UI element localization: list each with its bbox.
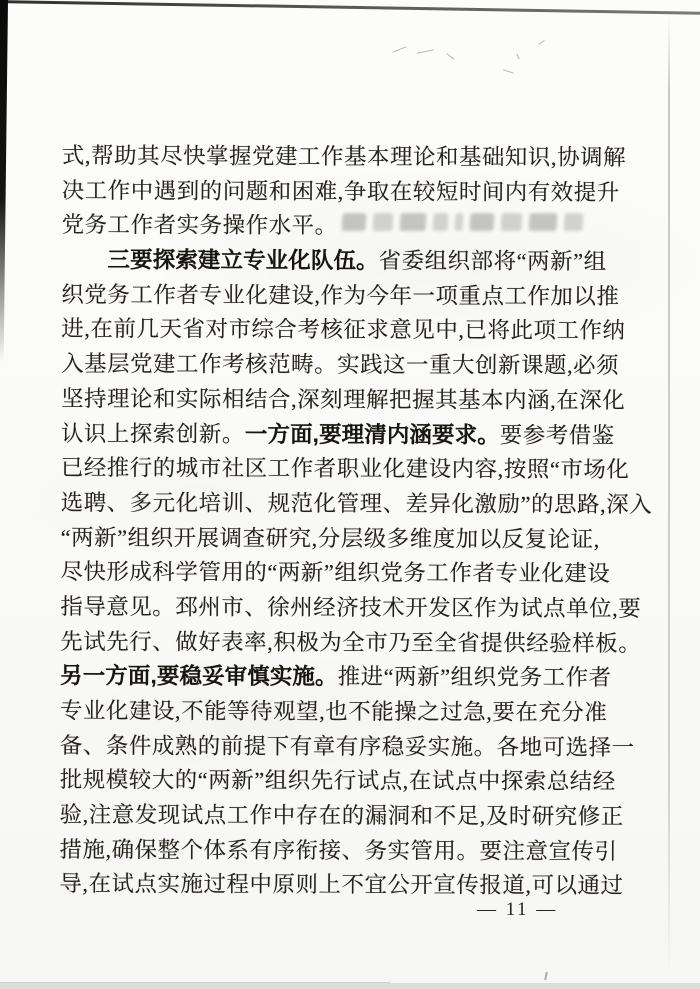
- text-run: 认识上探索创新。: [60, 420, 245, 447]
- text-run: 导,在试点实施过程中原则上不宜公开宣传报道,可以通过: [59, 871, 624, 899]
- text-line: [62, 208, 654, 245]
- text-line: [62, 243, 654, 280]
- pencil-mark: [503, 69, 514, 73]
- text-run: 省委组织部将“两新”组: [378, 248, 607, 274]
- pencil-mark: [447, 53, 455, 59]
- document-body-text: [59, 139, 654, 904]
- text-run: 专业化建设,不能等待观望,也不能操之过急,要在充分准: [59, 697, 608, 725]
- text-line: [61, 521, 653, 558]
- text-line: [59, 867, 651, 904]
- scan-bottom-edge: [0, 983, 700, 989]
- text-line: [61, 312, 653, 349]
- bold-heading-run: 一方面,要理清内涵要求。: [244, 421, 500, 448]
- text-line: [60, 798, 652, 835]
- text-run: 批规模较大的“两新”组织先行试点,在试点中探索总结经: [59, 767, 616, 795]
- text-line: [61, 416, 653, 453]
- text-line: [62, 139, 654, 176]
- text-run: 推进“两新”组织党务工作者: [337, 664, 612, 691]
- bold-heading-run: 另一方面,要稳妥审慎实施。: [60, 663, 338, 690]
- text-line: [59, 833, 651, 870]
- text-line: [62, 174, 654, 211]
- text-run: 织党务工作者专业化建设,作为今年一项重点工作加以推: [61, 281, 620, 309]
- text-line: [60, 694, 652, 731]
- scan-top-edge-line: [0, 0, 700, 14]
- text-line: [60, 590, 652, 627]
- text-line: [61, 278, 653, 315]
- pencil-mark: [516, 54, 520, 60]
- text-run: “两新”组织开展调查研究,分层级多维度加以反复论证,: [60, 524, 600, 552]
- page-number: — 11 —: [477, 899, 558, 920]
- text-run: 尽快形成科学管用的“两新”组织党务工作者专业化建设: [60, 559, 611, 587]
- text-run: 验,注意发现试点工作中存在的漏洞和不足,及时研究修正: [59, 802, 624, 830]
- text-run: 指导意见。邳州市、徐州经济技术开发区作为试点单位,要: [60, 593, 642, 621]
- text-run: 要参考借鉴: [499, 422, 615, 448]
- scan-left-edge-shadow: [0, 0, 8, 362]
- text-run: 决工作中遇到的问题和困难,争取在较短时间内有效提升: [61, 177, 620, 205]
- pencil-mark: [392, 46, 406, 53]
- text-line: [61, 486, 653, 523]
- text-line: [60, 763, 652, 800]
- text-run: 入基层党建工作考核范畴。实践这一重大创新课题,必须: [61, 351, 620, 379]
- stray-ink-tick: [544, 972, 547, 980]
- bold-heading-run: 三要探索建立专业化队伍。: [107, 247, 379, 274]
- text-line: [61, 347, 653, 384]
- text-line: [61, 451, 653, 488]
- page-right-crease-line: [668, 16, 670, 974]
- text-run: 进,在前几天省对市综合考核征求意见中,已将此项工作纳: [61, 316, 626, 344]
- text-line: [60, 729, 652, 766]
- text-line: [60, 625, 652, 662]
- text-line: [61, 382, 653, 419]
- scan-bottom-edge-line: [0, 982, 390, 983]
- text-run: 措施,确保整个体系有序衔接、务实管用。要注意宣传引: [59, 836, 618, 864]
- text-run: 选聘、多元化培训、规范化管理、差异化激励”的思路,深入: [60, 489, 653, 517]
- pencil-mark: [417, 49, 434, 54]
- text-line: [60, 555, 652, 592]
- text-run: 式,帮助其尽快掌握党建工作基本理论和基础知识,协调解: [61, 142, 627, 170]
- text-run: 坚持理论和实际相结合,深刻理解把握其基本内涵,在深化: [61, 385, 626, 413]
- text-run: 先试先行、做好表率,积极为全市乃至全省提供经验样板。: [60, 628, 642, 656]
- pencil-mark: [538, 40, 544, 45]
- text-run: 已经推行的城市社区工作者职业化建设内容,按照“市场化: [60, 455, 630, 483]
- text-run: 党务工作者实务操作水平。: [61, 212, 338, 239]
- text-line: [60, 659, 652, 696]
- text-run: 备、条件成熟的前提下有章有序稳妥实施。各地可选择一: [59, 732, 635, 760]
